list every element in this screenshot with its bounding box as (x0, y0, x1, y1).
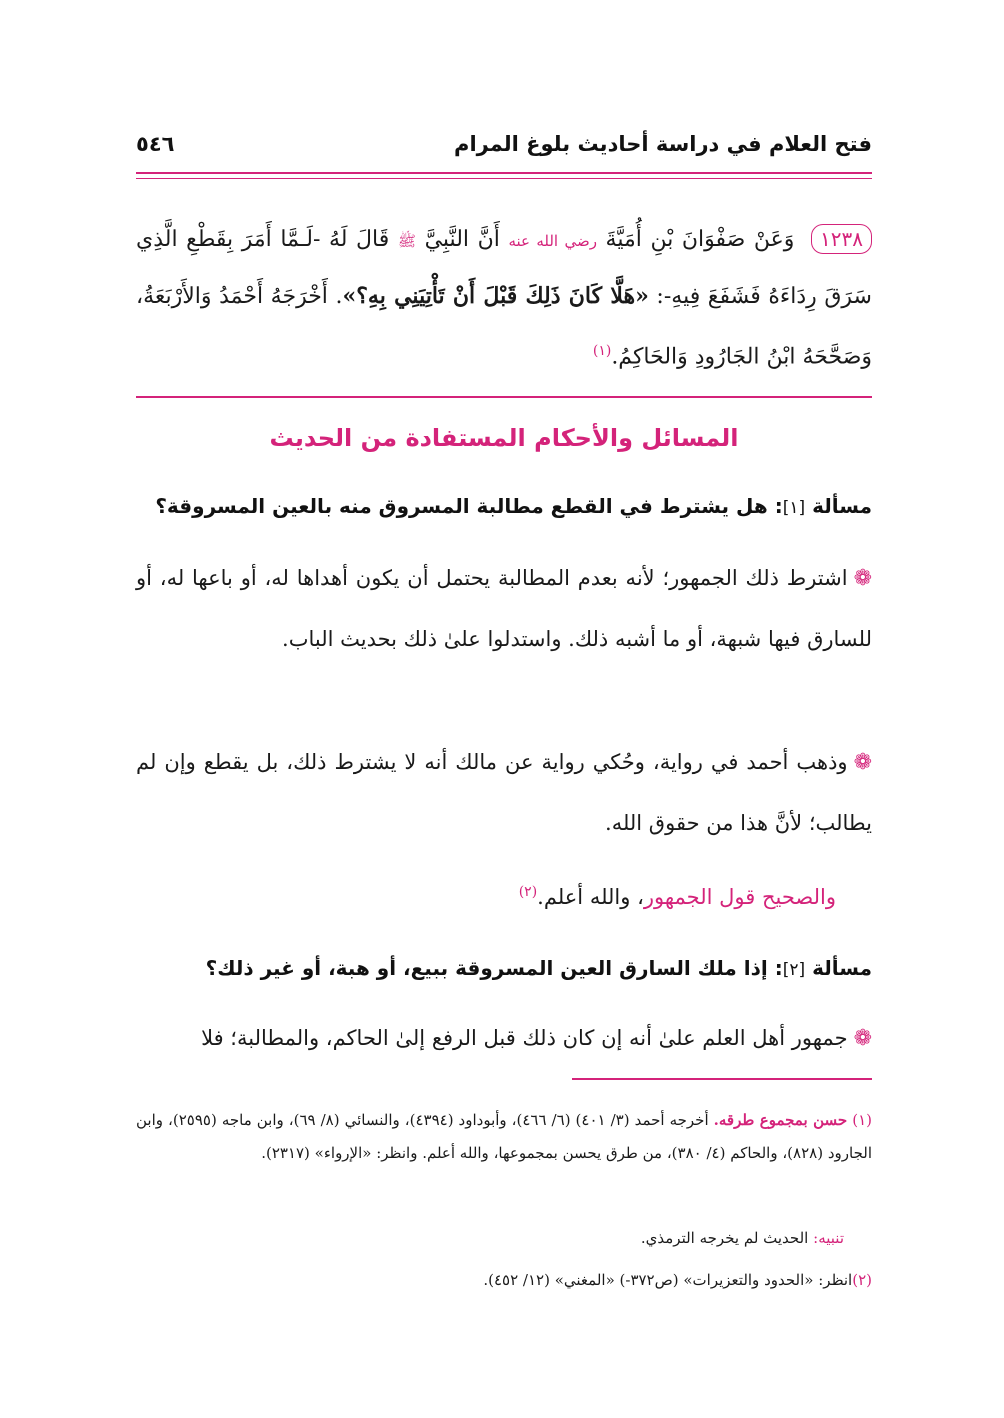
footnote-number: (٢) (852, 1271, 872, 1289)
book-title: فتح العلام في دراسة أحاديث بلوغ المرام (454, 132, 872, 156)
hadith-text-3: قَالَ لَهُ -لَـمَّا أَمَرَ بِقَطْعِ الَّذِي سَرَقَ رِدَاءَهُ فَشَفَعَ فِيهِ-: (136, 227, 872, 309)
hadith-quote: «هَلَّا كَانَ ذَلِكَ قَبْلَ أَنْ تَأْتِيَنِي بِهِ؟» (342, 283, 649, 309)
paragraph-4 (136, 1008, 872, 1069)
flower-bullet-icon: ❁ (853, 750, 872, 775)
honorific-salla: ﷺ (397, 232, 416, 250)
honorific-radiya: رضي الله عنه (508, 232, 597, 250)
paragraph-2 (136, 732, 872, 854)
header-rule (136, 172, 872, 174)
hadith-text-1: وَعَنْ صَفْوَانَ بْنِ أُمَيَّةَ (605, 227, 795, 252)
paragraph-text: ، والله أعلم. (537, 885, 644, 909)
section-divider (136, 396, 872, 398)
page-number: ٥٤٦ (136, 132, 175, 156)
footnote-ref-1[interactable]: (١) (592, 343, 612, 359)
header-rule-thin (136, 178, 872, 179)
question-number: [٢] (782, 960, 806, 980)
footnote-number: (١) (852, 1111, 872, 1129)
flower-bullet-icon: ❁ (853, 566, 872, 591)
footnote-1 (136, 1104, 872, 1170)
flower-bullet-icon: ❁ (853, 1026, 872, 1051)
footnote-rule (572, 1078, 872, 1080)
footnote-text: أخرجه أحمد (٣/ ٤٠١) (٦/ ٤٦٦)، وأبوداود (٤٣٩٤)، والنسائي (٨/ ٦٩)، وابن ماجه (٢٥٩٥)، وابن الجارود (٨٢٨)، والحاكم (٤/ ٣٨٠)، من طرق يحسن بمجموعها، والله أعلم. وانظر: «الإرواء» (٢٣١٧). (136, 1111, 872, 1162)
footnote-2 (136, 1264, 872, 1297)
paragraph-3 (136, 862, 836, 928)
footnote-text: انظر: «الحدود والتعزيرات» (ص٣٧٢-) «المغني» (١٢/ ٤٥٢). (483, 1271, 853, 1289)
hadith-text-2: أَنَّ النَّبِيَّ (424, 227, 500, 252)
question-label: مسألة (812, 956, 872, 980)
question-number: [١] (782, 498, 806, 518)
paragraph-text: اشترط ذلك الجمهور؛ لأنه بعدم المطالبة يحتمل أن يكون أهداها له، أو باعها له، أو للسارق فيها شبهة، أو ما أشبه ذلك. واستدلوا علىٰ ذلك بحديث الباب. (136, 566, 872, 651)
paragraph-text: وذهب أحمد في رواية، وحُكي رواية عن مالك أنه لا يشترط ذلك، بل يقطع وإن لم يطالب؛ لأنَّ هذا من حقوق الله. (136, 750, 872, 835)
question-text: : هل يشترط في القطع مطالبة المسروق منه بالعين المسروقة؟ (155, 494, 783, 518)
hadith-text (136, 212, 872, 384)
hadith-number-badge: ١٢٣٨ (811, 224, 872, 254)
note-text: الحديث لم يخرجه الترمذي. (640, 1229, 809, 1247)
question-1 (136, 494, 872, 518)
note-label: تنبيه: (813, 1229, 844, 1247)
footnote-ref-2[interactable]: (٢) (518, 884, 538, 900)
paragraph-1 (136, 548, 872, 670)
hadith-text-4: . أَخْرَجَهُ أَحْمَدُ وَالأَرْبَعَةُ، وَصَحَّحَهُ ابْنُ الجَارُودِ وَالحَاكِمُ. (136, 284, 872, 370)
question-text: : إذا ملك السارق العين المسروقة ببيع، أو هبة، أو غير ذلك؟ (205, 956, 783, 980)
preferred-opinion: والصحيح قول الجمهور (643, 885, 836, 909)
page-header (136, 128, 872, 168)
section-title: المسائل والأحكام المستفادة من الحديث (269, 424, 739, 452)
question-2 (136, 956, 872, 980)
question-label: مسألة (812, 494, 872, 518)
footnote-note-line (136, 1222, 872, 1255)
paragraph-text: جمهور أهل العلم علىٰ أنه إن كان ذلك قبل الرفع إلىٰ الحاكم، والمطالبة؛ فلا (201, 1026, 848, 1050)
hadith-grade: حسن بمجموع طرقه. (713, 1111, 848, 1129)
